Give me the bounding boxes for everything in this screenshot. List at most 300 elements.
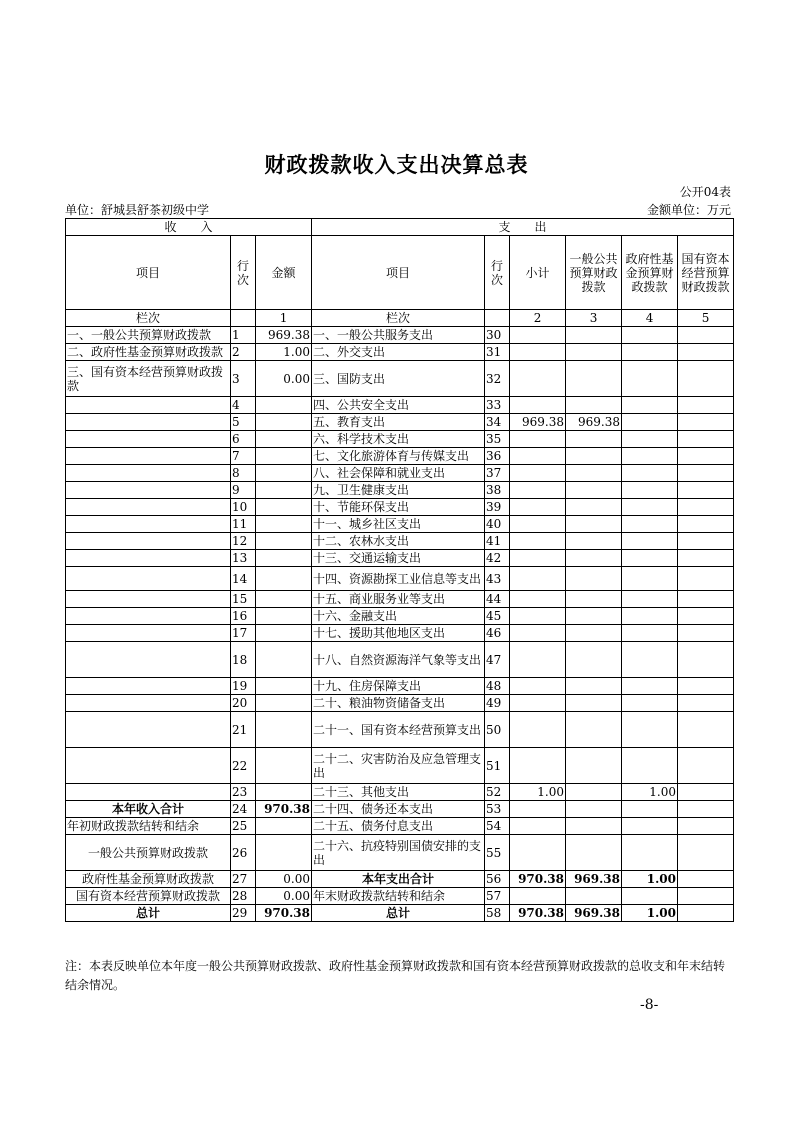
subtotal-cell — [510, 465, 566, 482]
income-item-cell — [66, 550, 231, 567]
expense-line-cell: 30 — [485, 327, 510, 344]
expense-item-cell: 二十五、债务付息支出 — [312, 818, 485, 835]
income-amount-cell — [256, 608, 312, 625]
income-amount-cell — [256, 591, 312, 608]
expense-line-cell: 36 — [485, 448, 510, 465]
income-amount-cell — [256, 397, 312, 414]
general-budget-cell — [566, 678, 622, 695]
table-row — [66, 695, 734, 712]
state-capital-cell — [678, 414, 734, 431]
fund-budget-cell — [622, 448, 678, 465]
expense-item-cell: 十一、城乡社区支出 — [312, 516, 485, 533]
income-item-cell — [66, 567, 231, 591]
general-budget-cell — [566, 465, 622, 482]
fund-budget-cell: 1.00 — [622, 784, 678, 801]
page-number: -8- — [640, 997, 659, 1013]
state-capital-cell — [678, 835, 734, 871]
income-item-cell: 本年收入合计 — [66, 801, 231, 818]
income-amount-cell — [256, 695, 312, 712]
general-budget-cell — [566, 748, 622, 784]
subtotal-cell — [510, 748, 566, 784]
general-budget-cell — [566, 431, 622, 448]
state-capital-cell — [678, 784, 734, 801]
fund-budget-cell — [622, 344, 678, 361]
expense-item-header: 项目 — [312, 236, 485, 310]
expense-header: 支 出 — [312, 219, 734, 236]
income-line-cell: 2 — [231, 344, 256, 361]
expense-line-cell: 52 — [485, 784, 510, 801]
income-item-cell — [66, 608, 231, 625]
state-capital-cell — [678, 818, 734, 835]
state-capital-cell — [678, 344, 734, 361]
subtotal-cell — [510, 448, 566, 465]
income-line-cell: 26 — [231, 835, 256, 871]
fund-budget-cell — [622, 567, 678, 591]
expense-line-cell: 31 — [485, 344, 510, 361]
state-capital-cell — [678, 748, 734, 784]
table-row — [66, 678, 734, 695]
expense-item-cell: 十九、住房保障支出 — [312, 678, 485, 695]
subtotal-cell — [510, 344, 566, 361]
income-amount-cell: 970.38 — [256, 801, 312, 818]
expense-line-cell: 50 — [485, 712, 510, 748]
fund-budget-cell — [622, 678, 678, 695]
subtotal-cell — [510, 533, 566, 550]
expense-line-cell: 47 — [485, 642, 510, 678]
fund-budget-cell: 1.00 — [622, 871, 678, 888]
income-line-cell: 1 — [231, 327, 256, 344]
fund-budget-header: 政府性基金预算财政拨款 — [622, 236, 678, 310]
fund-budget-cell — [622, 748, 678, 784]
expense-item-cell: 八、社会保障和就业支出 — [312, 465, 485, 482]
income-item-cell — [66, 414, 231, 431]
expense-line-cell: 35 — [485, 431, 510, 448]
income-amount-cell — [256, 499, 312, 516]
table-row — [66, 642, 734, 678]
subtotal-cell — [510, 888, 566, 905]
state-capital-cell — [678, 608, 734, 625]
fund-budget-cell — [622, 327, 678, 344]
income-item-cell — [66, 591, 231, 608]
subtotal-cell — [510, 431, 566, 448]
expense-item-cell: 十六、金融支出 — [312, 608, 485, 625]
income-line-cell: 7 — [231, 448, 256, 465]
income-item-cell: 年初财政拨款结转和结余 — [66, 818, 231, 835]
column-number-2: 2 — [510, 310, 566, 327]
expense-line-cell: 57 — [485, 888, 510, 905]
income-amount-cell: 970.38 — [256, 905, 312, 922]
income-amount-cell — [256, 835, 312, 871]
income-item-cell — [66, 712, 231, 748]
table-row — [66, 397, 734, 414]
expense-line-cell: 46 — [485, 625, 510, 642]
expense-item-cell: 二十四、债务还本支出 — [312, 801, 485, 818]
fund-budget-cell — [622, 888, 678, 905]
income-item-cell: 一、一般公共预算财政拨款 — [66, 327, 231, 344]
subtotal-header: 小计 — [510, 236, 566, 310]
expense-line-cell: 45 — [485, 608, 510, 625]
state-capital-cell — [678, 625, 734, 642]
income-amount-cell — [256, 431, 312, 448]
general-budget-cell — [566, 327, 622, 344]
fund-budget-cell — [622, 642, 678, 678]
income-line-cell: 5 — [231, 414, 256, 431]
column-number-4: 4 — [622, 310, 678, 327]
subtotal-cell — [510, 818, 566, 835]
table-row — [66, 327, 734, 344]
expense-line-cell: 56 — [485, 871, 510, 888]
income-amount-cell: 0.00 — [256, 871, 312, 888]
table-row — [66, 748, 734, 784]
table-row — [66, 818, 734, 835]
state-capital-cell — [678, 642, 734, 678]
state-capital-cell — [678, 499, 734, 516]
table-row — [66, 361, 734, 397]
income-amount-cell — [256, 818, 312, 835]
expense-line-cell: 58 — [485, 905, 510, 922]
table-row — [66, 712, 734, 748]
income-line-cell: 20 — [231, 695, 256, 712]
income-amount-cell — [256, 784, 312, 801]
income-line-cell: 6 — [231, 431, 256, 448]
subtotal-cell — [510, 516, 566, 533]
general-budget-cell — [566, 642, 622, 678]
expense-line-cell: 55 — [485, 835, 510, 871]
general-budget-cell: 969.38 — [566, 905, 622, 922]
table-row — [66, 482, 734, 499]
income-item-cell: 总计 — [66, 905, 231, 922]
expense-item-cell: 五、教育支出 — [312, 414, 485, 431]
fund-budget-cell — [622, 835, 678, 871]
fund-budget-cell — [622, 695, 678, 712]
expense-item-cell: 十三、交通运输支出 — [312, 550, 485, 567]
expense-item-cell: 十七、援助其他地区支出 — [312, 625, 485, 642]
state-capital-cell — [678, 431, 734, 448]
fund-budget-cell — [622, 397, 678, 414]
table-row — [66, 625, 734, 642]
income-item-cell — [66, 533, 231, 550]
general-budget-cell — [566, 784, 622, 801]
currency-unit-label: 金额单位：万元 — [646, 203, 731, 217]
income-amount-cell — [256, 567, 312, 591]
table-row — [66, 835, 734, 871]
general-budget-cell — [566, 550, 622, 567]
state-capital-cell — [678, 465, 734, 482]
income-amount-cell — [256, 625, 312, 642]
expense-line-cell: 53 — [485, 801, 510, 818]
income-item-cell: 三、国有资本经营预算财政拨款 — [66, 361, 231, 397]
expense-item-cell: 二十二、灾害防治及应急管理支出 — [312, 748, 485, 784]
state-capital-cell — [678, 397, 734, 414]
footnote: 注：本表反映单位本年度一般公共预算财政拨款、政府性基金预算财政拨款和国有资本经营预算财政拨款的总收支和年末结转结余情况。 — [65, 959, 726, 992]
general-budget-cell — [566, 448, 622, 465]
expense-item-cell: 七、文化旅游体育与传媒支出 — [312, 448, 485, 465]
fund-budget-cell — [622, 414, 678, 431]
subtotal-cell — [510, 678, 566, 695]
general-budget-cell — [566, 499, 622, 516]
general-budget-cell — [566, 516, 622, 533]
expense-item-cell: 年末财政拨款结转和结余 — [312, 888, 485, 905]
general-budget-cell: 969.38 — [566, 414, 622, 431]
expense-item-cell: 四、公共安全支出 — [312, 397, 485, 414]
general-budget-cell — [566, 608, 622, 625]
subtotal-cell — [510, 608, 566, 625]
subtotal-cell — [510, 327, 566, 344]
income-line-cell: 4 — [231, 397, 256, 414]
income-item-cell — [66, 642, 231, 678]
expense-column-label: 栏次 — [312, 310, 485, 327]
expense-line-cell: 37 — [485, 465, 510, 482]
income-line-cell: 19 — [231, 678, 256, 695]
income-item-cell — [66, 465, 231, 482]
expense-line-cell: 34 — [485, 414, 510, 431]
subtotal-cell — [510, 482, 566, 499]
expense-item-cell: 二十一、国有资本经营预算支出 — [312, 712, 485, 748]
income-amount-cell: 1.00 — [256, 344, 312, 361]
expense-line-cell: 40 — [485, 516, 510, 533]
subtotal-cell — [510, 801, 566, 818]
expense-item-cell: 九、卫生健康支出 — [312, 482, 485, 499]
income-line-cell: 12 — [231, 533, 256, 550]
income-amount-cell — [256, 642, 312, 678]
state-capital-cell — [678, 327, 734, 344]
table-row — [66, 784, 734, 801]
fund-budget-cell — [622, 499, 678, 516]
income-item-cell: 政府性基金预算财政拨款 — [66, 871, 231, 888]
fund-budget-cell — [622, 465, 678, 482]
expense-line-header: 行次 — [485, 236, 510, 310]
income-line-cell: 24 — [231, 801, 256, 818]
expense-item-cell: 二、外交支出 — [312, 344, 485, 361]
table-row — [66, 448, 734, 465]
general-budget-cell — [566, 482, 622, 499]
income-item-cell: 二、政府性基金预算财政拨款 — [66, 344, 231, 361]
table-row — [66, 567, 734, 591]
income-line-cell: 27 — [231, 871, 256, 888]
income-column-label: 栏次 — [66, 310, 231, 327]
income-amount-cell: 969.38 — [256, 327, 312, 344]
general-budget-cell — [566, 712, 622, 748]
subtotal-cell — [510, 835, 566, 871]
income-line-cell: 22 — [231, 748, 256, 784]
expense-item-cell: 一、一般公共服务支出 — [312, 327, 485, 344]
subtotal-cell: 970.38 — [510, 905, 566, 922]
subtotal-cell — [510, 625, 566, 642]
fund-budget-cell — [622, 550, 678, 567]
table-row — [66, 516, 734, 533]
expense-item-cell: 十四、资源勘探工业信息等支出 — [312, 567, 485, 591]
income-item-cell — [66, 784, 231, 801]
expense-line-cell: 51 — [485, 748, 510, 784]
fund-budget-cell — [622, 516, 678, 533]
subtotal-cell — [510, 397, 566, 414]
state-capital-cell — [678, 550, 734, 567]
income-item-cell — [66, 397, 231, 414]
table-row — [66, 465, 734, 482]
general-budget-cell — [566, 397, 622, 414]
table-row — [66, 344, 734, 361]
form-number: 公开04表 — [679, 185, 731, 199]
column-number-3: 3 — [566, 310, 622, 327]
expense-line-cell: 43 — [485, 567, 510, 591]
income-item-cell — [66, 695, 231, 712]
subtotal-cell: 970.38 — [510, 871, 566, 888]
fund-budget-cell — [622, 482, 678, 499]
general-budget-cell — [566, 695, 622, 712]
column-number-5: 5 — [678, 310, 734, 327]
expense-item-cell: 总计 — [312, 905, 485, 922]
expense-item-cell: 二十、粮油物资储备支出 — [312, 695, 485, 712]
table-row — [66, 431, 734, 448]
table-row — [66, 888, 734, 905]
state-capital-cell — [678, 905, 734, 922]
income-line-cell: 28 — [231, 888, 256, 905]
subtotal-cell — [510, 591, 566, 608]
table-row — [66, 499, 734, 516]
state-capital-cell — [678, 712, 734, 748]
expense-item-cell: 本年支出合计 — [312, 871, 485, 888]
state-capital-cell — [678, 678, 734, 695]
expense-line-cell: 42 — [485, 550, 510, 567]
income-item-cell — [66, 678, 231, 695]
state-capital-cell — [678, 591, 734, 608]
income-line-cell: 15 — [231, 591, 256, 608]
income-amount-cell — [256, 533, 312, 550]
general-budget-cell — [566, 361, 622, 397]
fund-budget-cell — [622, 608, 678, 625]
income-line-cell: 21 — [231, 712, 256, 748]
state-capital-cell — [678, 482, 734, 499]
subtotal-cell — [510, 695, 566, 712]
income-amount-cell: 0.00 — [256, 361, 312, 397]
income-item-cell — [66, 482, 231, 499]
fund-budget-cell — [622, 801, 678, 818]
general-budget-cell — [566, 625, 622, 642]
income-item-cell — [66, 516, 231, 533]
fund-budget-cell — [622, 818, 678, 835]
income-item-cell — [66, 431, 231, 448]
expense-line-cell: 49 — [485, 695, 510, 712]
income-amount-cell — [256, 678, 312, 695]
income-line-cell: 11 — [231, 516, 256, 533]
subtotal-cell — [510, 499, 566, 516]
state-capital-cell — [678, 567, 734, 591]
income-item-cell — [66, 748, 231, 784]
income-item-cell — [66, 499, 231, 516]
expense-line-cell: 33 — [485, 397, 510, 414]
general-budget-cell — [566, 801, 622, 818]
expense-line-cell: 41 — [485, 533, 510, 550]
income-item-header: 项目 — [66, 236, 231, 310]
state-capital-cell — [678, 533, 734, 550]
page-title: 财政拨款收入支出决算总表 — [264, 152, 529, 177]
subtotal-cell: 1.00 — [510, 784, 566, 801]
general-budget-cell — [566, 835, 622, 871]
expense-line-cell: 44 — [485, 591, 510, 608]
income-line-cell: 18 — [231, 642, 256, 678]
general-budget-cell — [566, 888, 622, 905]
fund-budget-cell — [622, 361, 678, 397]
expense-item-cell: 六、科学技术支出 — [312, 431, 485, 448]
expense-item-cell: 十、节能环保支出 — [312, 499, 485, 516]
table-row — [66, 608, 734, 625]
subtotal-cell: 969.38 — [510, 414, 566, 431]
state-capital-cell — [678, 888, 734, 905]
table-row — [66, 591, 734, 608]
unit-label: 单位：舒城县舒茶初级中学 — [65, 203, 210, 217]
fund-budget-cell — [622, 431, 678, 448]
subtotal-cell — [510, 361, 566, 397]
fund-budget-cell — [622, 591, 678, 608]
expense-item-cell: 十二、农林水支出 — [312, 533, 485, 550]
income-header: 收 入 — [66, 219, 312, 236]
expense-item-cell: 十八、自然资源海洋气象等支出 — [312, 642, 485, 678]
income-line-cell: 10 — [231, 499, 256, 516]
general-budget-cell — [566, 533, 622, 550]
column-number-1: 1 — [256, 310, 312, 327]
expense-line-cell: 38 — [485, 482, 510, 499]
income-line-cell: 29 — [231, 905, 256, 922]
income-line-cell: 9 — [231, 482, 256, 499]
table-row — [66, 414, 734, 431]
income-amount-cell — [256, 712, 312, 748]
income-line-cell: 8 — [231, 465, 256, 482]
income-amount-cell — [256, 414, 312, 431]
income-item-cell — [66, 625, 231, 642]
state-capital-cell — [678, 361, 734, 397]
income-amount-cell — [256, 748, 312, 784]
state-capital-header: 国有资本经营预算财政拨款 — [678, 236, 734, 310]
empty-cell — [231, 310, 256, 327]
state-capital-cell — [678, 516, 734, 533]
expense-line-cell: 48 — [485, 678, 510, 695]
general-budget-cell — [566, 567, 622, 591]
income-amount-header: 金额 — [256, 236, 312, 310]
subtotal-cell — [510, 567, 566, 591]
table-row — [66, 905, 734, 922]
income-item-cell: 一般公共预算财政拨款 — [66, 835, 231, 871]
income-line-cell: 23 — [231, 784, 256, 801]
state-capital-cell — [678, 695, 734, 712]
fiscal-allocation-table — [65, 218, 734, 922]
empty-cell — [485, 310, 510, 327]
state-capital-cell — [678, 448, 734, 465]
state-capital-cell — [678, 871, 734, 888]
general-budget-cell — [566, 818, 622, 835]
income-amount-cell — [256, 550, 312, 567]
income-item-cell — [66, 448, 231, 465]
general-budget-cell — [566, 344, 622, 361]
income-amount-cell — [256, 516, 312, 533]
expense-line-cell: 32 — [485, 361, 510, 397]
subtotal-cell — [510, 550, 566, 567]
income-line-cell: 13 — [231, 550, 256, 567]
table-row — [66, 533, 734, 550]
expense-item-cell: 三、国防支出 — [312, 361, 485, 397]
income-amount-cell: 0.00 — [256, 888, 312, 905]
expense-line-cell: 54 — [485, 818, 510, 835]
general-budget-header: 一般公共预算财政拨款 — [566, 236, 622, 310]
state-capital-cell — [678, 801, 734, 818]
fund-budget-cell — [622, 625, 678, 642]
general-budget-cell — [566, 591, 622, 608]
income-line-header: 行次 — [231, 236, 256, 310]
fund-budget-cell — [622, 533, 678, 550]
fund-budget-cell — [622, 712, 678, 748]
income-line-cell: 25 — [231, 818, 256, 835]
income-line-cell: 14 — [231, 567, 256, 591]
subtotal-cell — [510, 642, 566, 678]
